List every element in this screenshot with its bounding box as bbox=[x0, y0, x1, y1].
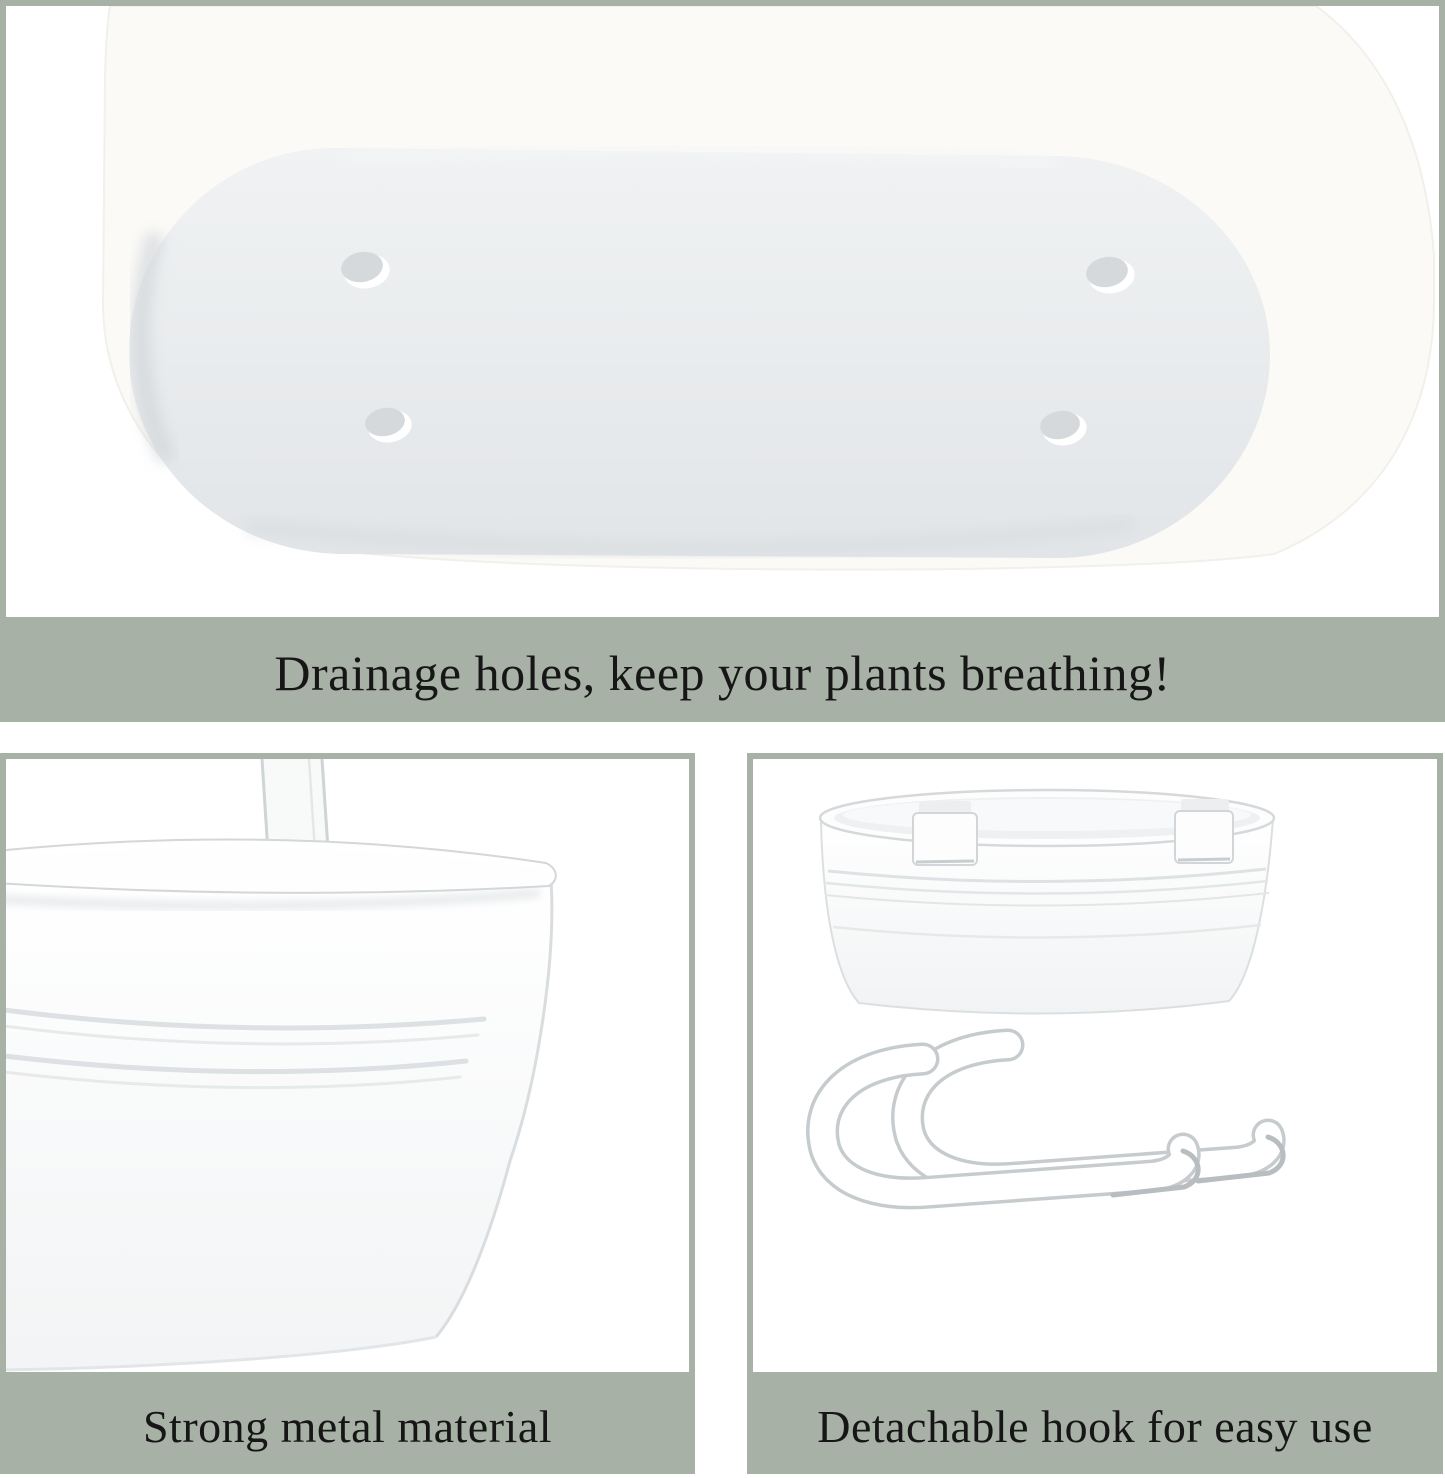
metal-bucket-illustration bbox=[6, 759, 689, 1372]
planter-tub bbox=[820, 790, 1274, 1014]
hook-rear bbox=[908, 1045, 1284, 1181]
caption-hook-text: Detachable hook for easy use bbox=[817, 1400, 1373, 1452]
hanging-clip-right bbox=[1175, 799, 1233, 863]
photo-detachable-hooks bbox=[747, 753, 1443, 1378]
planter-bottom-illustration bbox=[6, 6, 1439, 617]
hanging-clip-left bbox=[913, 801, 977, 865]
detachable-hooks bbox=[823, 1045, 1284, 1195]
planter-bottom-surface bbox=[129, 148, 1270, 558]
caption-band-hook bbox=[747, 1378, 1443, 1474]
caption-metal-text: Strong metal material bbox=[142, 1400, 553, 1452]
caption-band-drainage bbox=[0, 623, 1445, 722]
photo-planter-bottom bbox=[0, 0, 1445, 623]
caption-drainage-text: Drainage holes, keep your plants breathing! bbox=[274, 644, 1171, 701]
detachable-hooks-illustration bbox=[753, 759, 1439, 1372]
photo-metal-bucket bbox=[0, 753, 695, 1378]
hook-front bbox=[823, 1059, 1199, 1195]
bucket-wall bbox=[6, 877, 552, 1371]
hanging-strap bbox=[262, 759, 328, 853]
caption-band-metal bbox=[0, 1378, 695, 1474]
